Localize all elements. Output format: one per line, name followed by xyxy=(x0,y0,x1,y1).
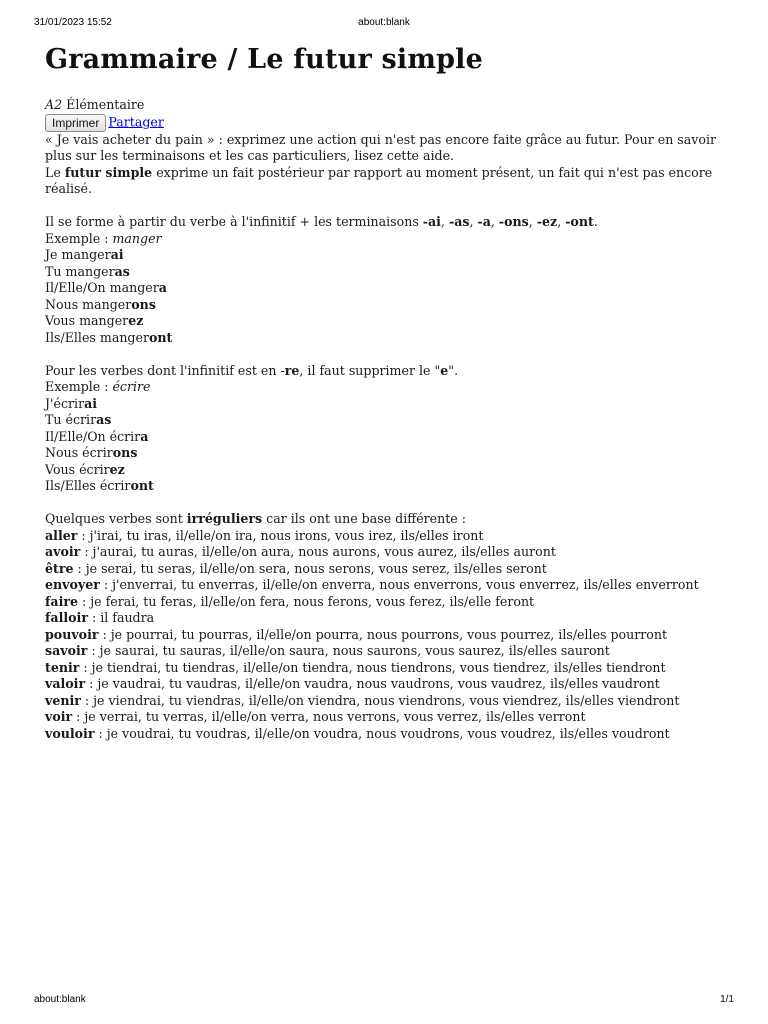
conjugation-row xyxy=(45,330,745,347)
verb-ending: ons xyxy=(131,296,156,312)
definition-paragraph xyxy=(45,165,745,198)
example-verb: écrire xyxy=(112,379,151,394)
irregular-forms: : j'aurai, tu auras, il/elle/on aura, nous aurons, vous aurez, ils/elles auront xyxy=(80,544,556,559)
ending: -ons xyxy=(498,214,529,229)
verb-stem: Ils/Elles manger xyxy=(45,329,149,345)
page-number: 1/1 xyxy=(720,994,734,1005)
irregular-verb-row xyxy=(45,676,745,693)
irregular-verb: tenir xyxy=(45,659,80,675)
irregular-verb: savoir xyxy=(45,643,88,658)
intro-quote: « Je vais acheter du pain » : xyxy=(45,131,223,147)
conjugation-table-manger xyxy=(45,247,745,346)
verb-stem: Il/Elle/On écrir xyxy=(45,428,141,444)
conjugation-row xyxy=(45,412,745,429)
verb-ending: as xyxy=(114,263,130,279)
irregular-verb: envoyer xyxy=(45,577,100,592)
conjugation-row xyxy=(45,297,745,314)
irregular-verb: vouloir xyxy=(45,725,95,741)
re-rule-suffix: re xyxy=(284,362,300,378)
irregular-verb: être xyxy=(45,560,74,576)
definition-pre: Le xyxy=(45,164,65,180)
irregular-verb-row xyxy=(45,610,745,627)
irregular-verb-row xyxy=(45,561,745,578)
re-rule xyxy=(45,363,745,380)
conjugation-row xyxy=(45,280,745,297)
level-code: A2 xyxy=(45,97,63,112)
conjugation-row xyxy=(45,478,745,495)
irregular-forms: : j'enverrai, tu enverras, il/elle/on enverra, nous enverrons, vous enverrez, ils/elles enverront xyxy=(99,577,699,592)
ending-separator: , xyxy=(490,214,499,229)
irregular-forms: : je verrai, tu verras, il/elle/on verra, nous verrons, vous verrez, ils/elles verront xyxy=(72,709,586,724)
verb-stem: Nous manger xyxy=(45,296,132,312)
ending: -ez xyxy=(536,214,558,229)
verb-ending: a xyxy=(158,280,167,295)
definition-term: futur simple xyxy=(64,164,153,180)
verb-ending: ons xyxy=(112,445,138,460)
irregular-verb-row xyxy=(45,693,745,710)
irregular-forms: : je voudrai, tu voudras, il/elle/on voudra, nous voudrons, vous voudrez, ils/elles voudront xyxy=(94,725,670,741)
re-rule-post: ". xyxy=(448,362,459,378)
ending: -as xyxy=(448,214,470,229)
irregular-verb: valoir xyxy=(45,676,86,691)
formation-end: . xyxy=(593,214,598,229)
irregular-forms: : je pourrai, tu pourras, il/elle/on pourra, nous pourrons, vous pourrez, ils/elles pourront xyxy=(98,626,668,642)
verb-ending: ez xyxy=(109,461,125,477)
verb-stem: Il/Elle/On manger xyxy=(45,280,159,295)
irregular-verb-row xyxy=(45,577,745,594)
irregular-verb: voir xyxy=(45,709,73,724)
irregular-verb: faire xyxy=(45,593,79,609)
print-url: about:blank xyxy=(358,17,410,28)
conjugation-row xyxy=(45,429,745,446)
verb-ending: as xyxy=(96,412,112,427)
ending-separator: , xyxy=(469,214,478,229)
irregular-verb-row xyxy=(45,709,745,726)
verb-stem: Tu manger xyxy=(45,263,115,279)
conjugation-row xyxy=(45,462,745,479)
level-label: Élémentaire xyxy=(66,97,145,112)
level-line xyxy=(45,97,745,114)
example-label xyxy=(45,231,745,248)
example-prefix: Exemple : xyxy=(45,230,113,246)
ending-separator: , xyxy=(528,214,537,229)
irregular-verb-row xyxy=(45,594,745,611)
ending-separator: , xyxy=(557,214,566,229)
page-title: Grammaire / Le futur simple xyxy=(45,44,484,75)
conjugation-row xyxy=(45,247,745,264)
conjugation-table-ecrire xyxy=(45,396,745,495)
verb-ending: ai xyxy=(110,247,124,262)
verb-ending: ont xyxy=(148,329,173,345)
print-header xyxy=(0,17,768,31)
irregular-verb: venir xyxy=(45,692,81,708)
re-rule-letter: e xyxy=(440,362,449,378)
verb-stem: Je manger xyxy=(45,247,111,262)
irregular-forms: : je tiendrai, tu tiendras, il/elle/on tiendra, nous tiendrons, vous tiendrez, ils/elles tiendront xyxy=(79,659,666,675)
ending-separator: , xyxy=(440,214,449,229)
definition-post: exprime un fait postérieur par rapport au moment présent, un fait qui n'est pas encore réalisé. xyxy=(45,164,713,196)
ending: -ai xyxy=(422,214,441,229)
verb-stem: Vous manger xyxy=(45,313,129,328)
irregular-forms: : il faudra xyxy=(87,610,155,625)
print-button[interactable]: Imprimer xyxy=(45,114,106,132)
example-prefix: Exemple : xyxy=(45,379,113,394)
irregular-verb: falloir xyxy=(45,610,88,625)
intro-paragraph xyxy=(45,132,745,165)
irregular-pre: Quelques verbes sont xyxy=(45,511,187,526)
conjugation-row xyxy=(45,264,745,281)
conjugation-row xyxy=(45,396,745,413)
share-link[interactable]: Partager xyxy=(108,114,164,129)
print-footer xyxy=(0,994,768,1008)
verb-stem: Tu écrir xyxy=(45,412,97,427)
irregular-post: car ils ont une base différente : xyxy=(262,511,467,526)
irregular-verb-row xyxy=(45,643,745,660)
irregular-verb-row xyxy=(45,660,745,677)
verb-ending: a xyxy=(140,428,149,444)
verb-stem: Ils/Elles écrir xyxy=(45,478,131,493)
irregular-forms: : j'irai, tu iras, il/elle/on ira, nous irons, vous irez, ils/elles iront xyxy=(77,527,484,543)
irregular-forms: : je viendrai, tu viendras, il/elle/on viendra, nous viendrons, vous viendrez, ils/elles viendront xyxy=(80,692,680,708)
irregular-forms: : je vaudrai, tu vaudras, il/elle/on vaudra, nous vaudrons, vous vaudrez, ils/elles vaudront xyxy=(85,676,660,691)
ending: -ont xyxy=(565,214,594,229)
ending: -a xyxy=(477,214,491,229)
print-datetime: 31/01/2023 15:52 xyxy=(34,17,112,28)
irregular-term: irréguliers xyxy=(186,511,263,526)
irregular-verb-row xyxy=(45,544,745,561)
re-rule-pre: Pour les verbes dont l'infinitif est en - xyxy=(45,362,285,378)
irregular-intro xyxy=(45,511,745,528)
footer-url: about:blank xyxy=(34,994,86,1005)
verb-stem: J'écrir xyxy=(45,395,85,411)
irregular-verb-row xyxy=(45,528,745,545)
re-rule-mid: , il faut supprimer le " xyxy=(299,362,441,378)
verb-ending: ai xyxy=(84,395,98,411)
verb-ending: ont xyxy=(130,478,154,493)
irregular-verb-row xyxy=(45,726,745,743)
irregular-forms: : je ferai, tu feras, il/elle/on fera, nous ferons, vous ferez, ils/elle feront xyxy=(78,593,535,609)
irregular-forms: : je serai, tu seras, il/elle/on sera, nous serons, vous serez, ils/elles seront xyxy=(73,560,547,576)
verb-stem: Nous écrir xyxy=(45,445,113,460)
irregular-verb: avoir xyxy=(45,544,81,559)
verb-stem: Vous écrir xyxy=(45,461,110,477)
irregular-verbs-list xyxy=(45,528,745,743)
action-bar xyxy=(45,114,745,132)
irregular-verb: pouvoir xyxy=(45,626,99,642)
intro-text: exprimez une action qui n'est pas encore faite grâce au futur. Pour en savoir plus sur les terminaisons et les cas particuliers, lisez cette aide. xyxy=(45,131,717,163)
example-label xyxy=(45,379,745,396)
formation-text: Il se forme à partir du verbe à l'infinitif + les terminaisons xyxy=(45,214,423,229)
conjugation-row xyxy=(45,445,745,462)
example-verb: manger xyxy=(112,230,162,246)
irregular-verb: aller xyxy=(45,527,78,543)
formation-rule xyxy=(45,214,745,231)
article xyxy=(45,40,745,742)
irregular-verb-row xyxy=(45,627,745,644)
conjugation-row xyxy=(45,313,745,330)
irregular-forms: : je saurai, tu sauras, il/elle/on saura, nous saurons, vous saurez, ils/elles sauront xyxy=(87,643,610,658)
verb-ending: ez xyxy=(128,313,144,328)
